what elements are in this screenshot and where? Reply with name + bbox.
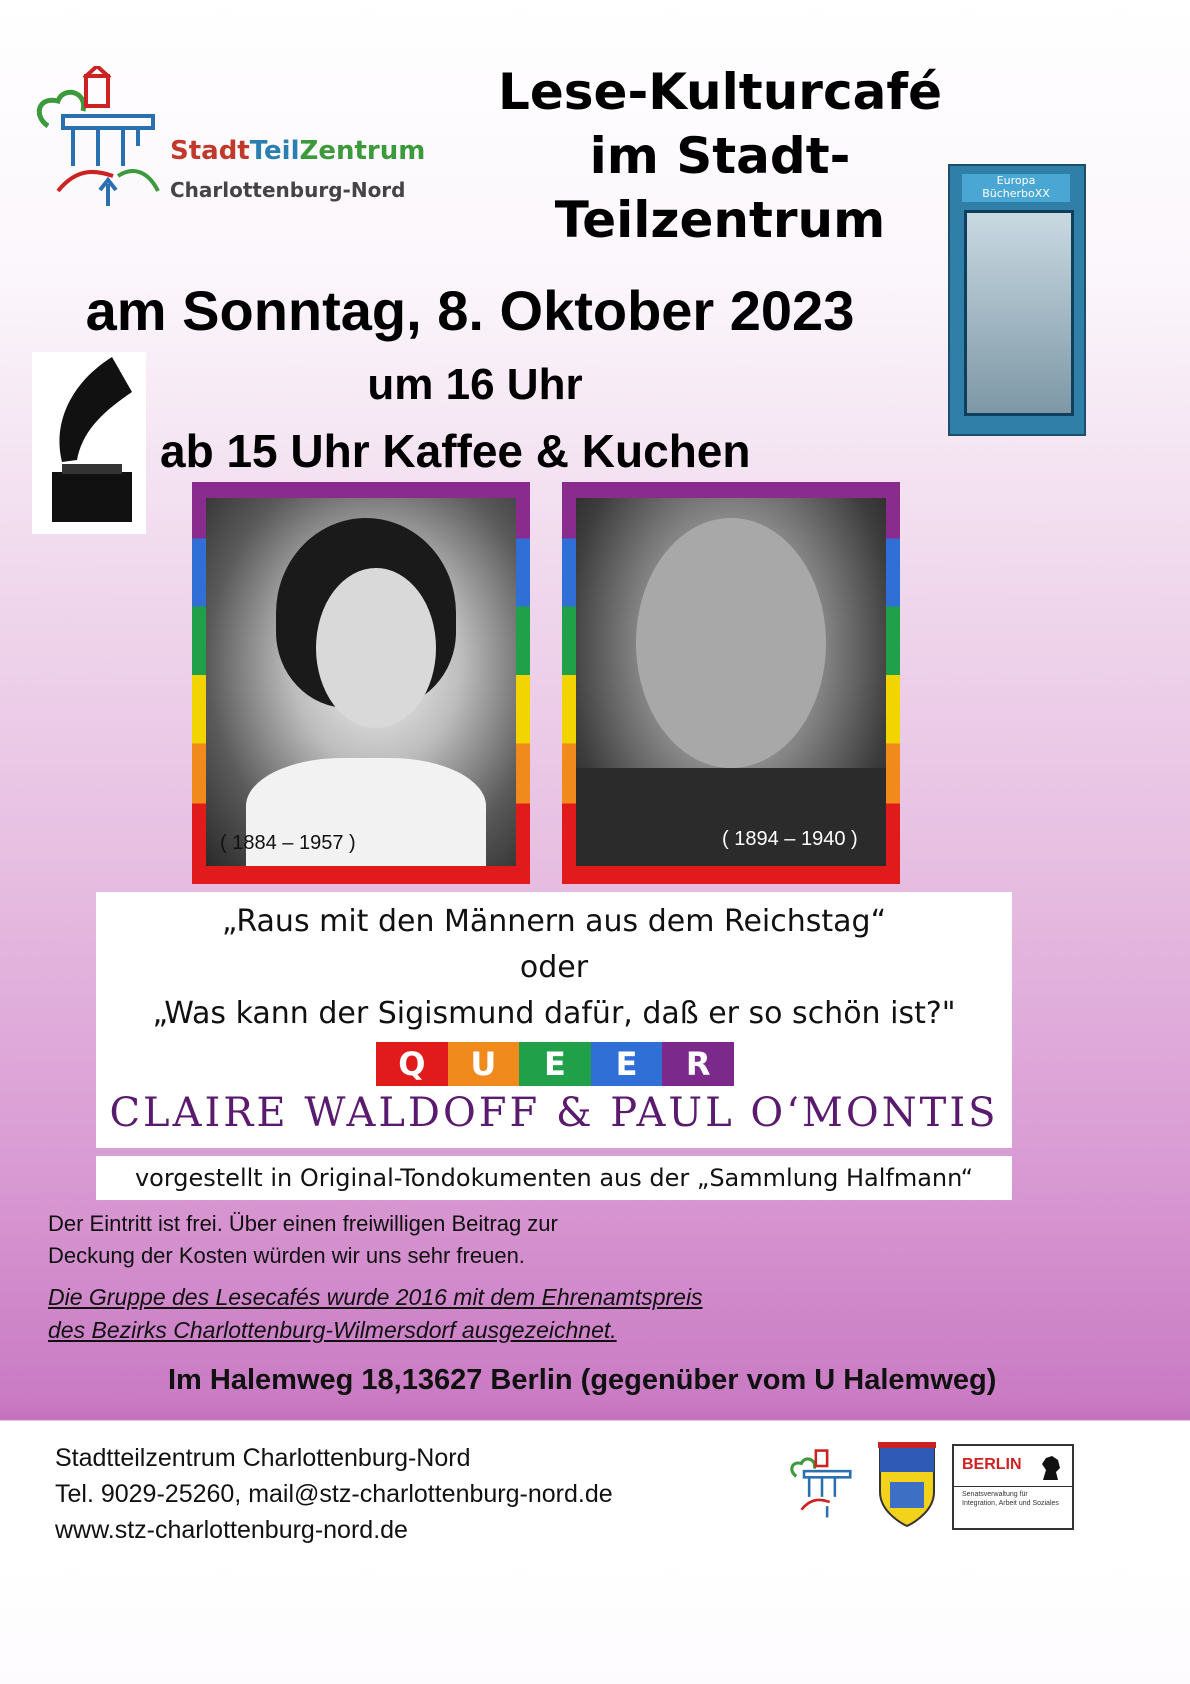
berlin-word: BERLIN [962, 1456, 1022, 1473]
footer-contact [55, 1440, 755, 1548]
event-time: um 16 Uhr [367, 360, 583, 409]
logo-district: Charlottenburg-Nord [170, 178, 406, 202]
gramophone-image [32, 352, 146, 534]
bookbox-label-1: Europa [996, 174, 1036, 187]
stz-logo [28, 66, 438, 216]
queer-banner [376, 1042, 734, 1086]
portrait-omontis [576, 498, 886, 866]
quote-box [96, 892, 1012, 1148]
quote-line-3: „Was kann der Sigismund dafür, daß er so schön ist?" [152, 996, 956, 1031]
lifespan-omontis: ( 1894 – 1940 ) [722, 828, 858, 850]
queer-letter-e1: E [519, 1042, 591, 1086]
queer-letter-u: U [448, 1042, 520, 1086]
event-date: am Sonntag, 8. Oktober 2023 [85, 279, 855, 342]
event-title: Lese-Kulturcafé im Stadt- Teilzentrum [498, 63, 942, 249]
logo-name: StadtTeilZentrum [170, 136, 426, 166]
footer-website[interactable]: www.stz-charlottenburg-nord.de [55, 1516, 408, 1544]
quote-line-1: „Raus mit den Männern aus dem Reichstag“ [221, 904, 887, 939]
queer-letter-r: R [662, 1042, 734, 1086]
berlin-bear-icon [1038, 1452, 1064, 1482]
performer-names: CLAIRE WALDOFF & PAUL O‘MONTIS [109, 1090, 999, 1136]
bookbox-label-2: BücherboXX [982, 187, 1050, 200]
entry-info: Der Eintritt ist frei. Über einen freiwilligen Beitrag zur Deckung der Kosten würden wir uns sehr freuen. [48, 1211, 558, 1268]
berlin-senate-logo [952, 1444, 1074, 1530]
berlin-dept: Senatsverwaltung für Integration, Arbeit und Soziales [962, 1491, 1059, 1507]
footer-org: Stadtteilzentrum Charlottenburg-Nord [55, 1444, 471, 1472]
gramophone-icon [32, 352, 146, 534]
coffee-info: ab 15 Uhr Kaffee & Kuchen [160, 425, 751, 477]
bookbox-photo [948, 164, 1086, 436]
portrait-waldoff [206, 498, 516, 866]
queer-letter-q: Q [376, 1042, 448, 1086]
stz-logo-icon [28, 66, 168, 216]
queer-letter-e2: E [591, 1042, 663, 1086]
lifespan-waldoff: ( 1884 – 1957 ) [220, 832, 356, 854]
venue-address: Im Halemweg 18,13627 Berlin (gegenüber vom U Halemweg) [168, 1364, 997, 1396]
subline: vorgestellt in Original-Tondokumenten aus der „Sammlung Halfmann“ [96, 1156, 1012, 1200]
quote-line-2: oder [519, 950, 589, 985]
coat-of-arms-icon [876, 1442, 938, 1528]
stz-small-logo-icon [786, 1438, 858, 1530]
footer-contact-line[interactable]: Tel. 9029-25260, mail@stz-charlottenburg-nord.de [55, 1480, 613, 1508]
prize-info: Die Gruppe des Lesecafés wurde 2016 mit dem Ehrenamtspreis des Bezirks Charlottenburg-Wilmersdorf ausgezeichnet. [48, 1284, 703, 1343]
